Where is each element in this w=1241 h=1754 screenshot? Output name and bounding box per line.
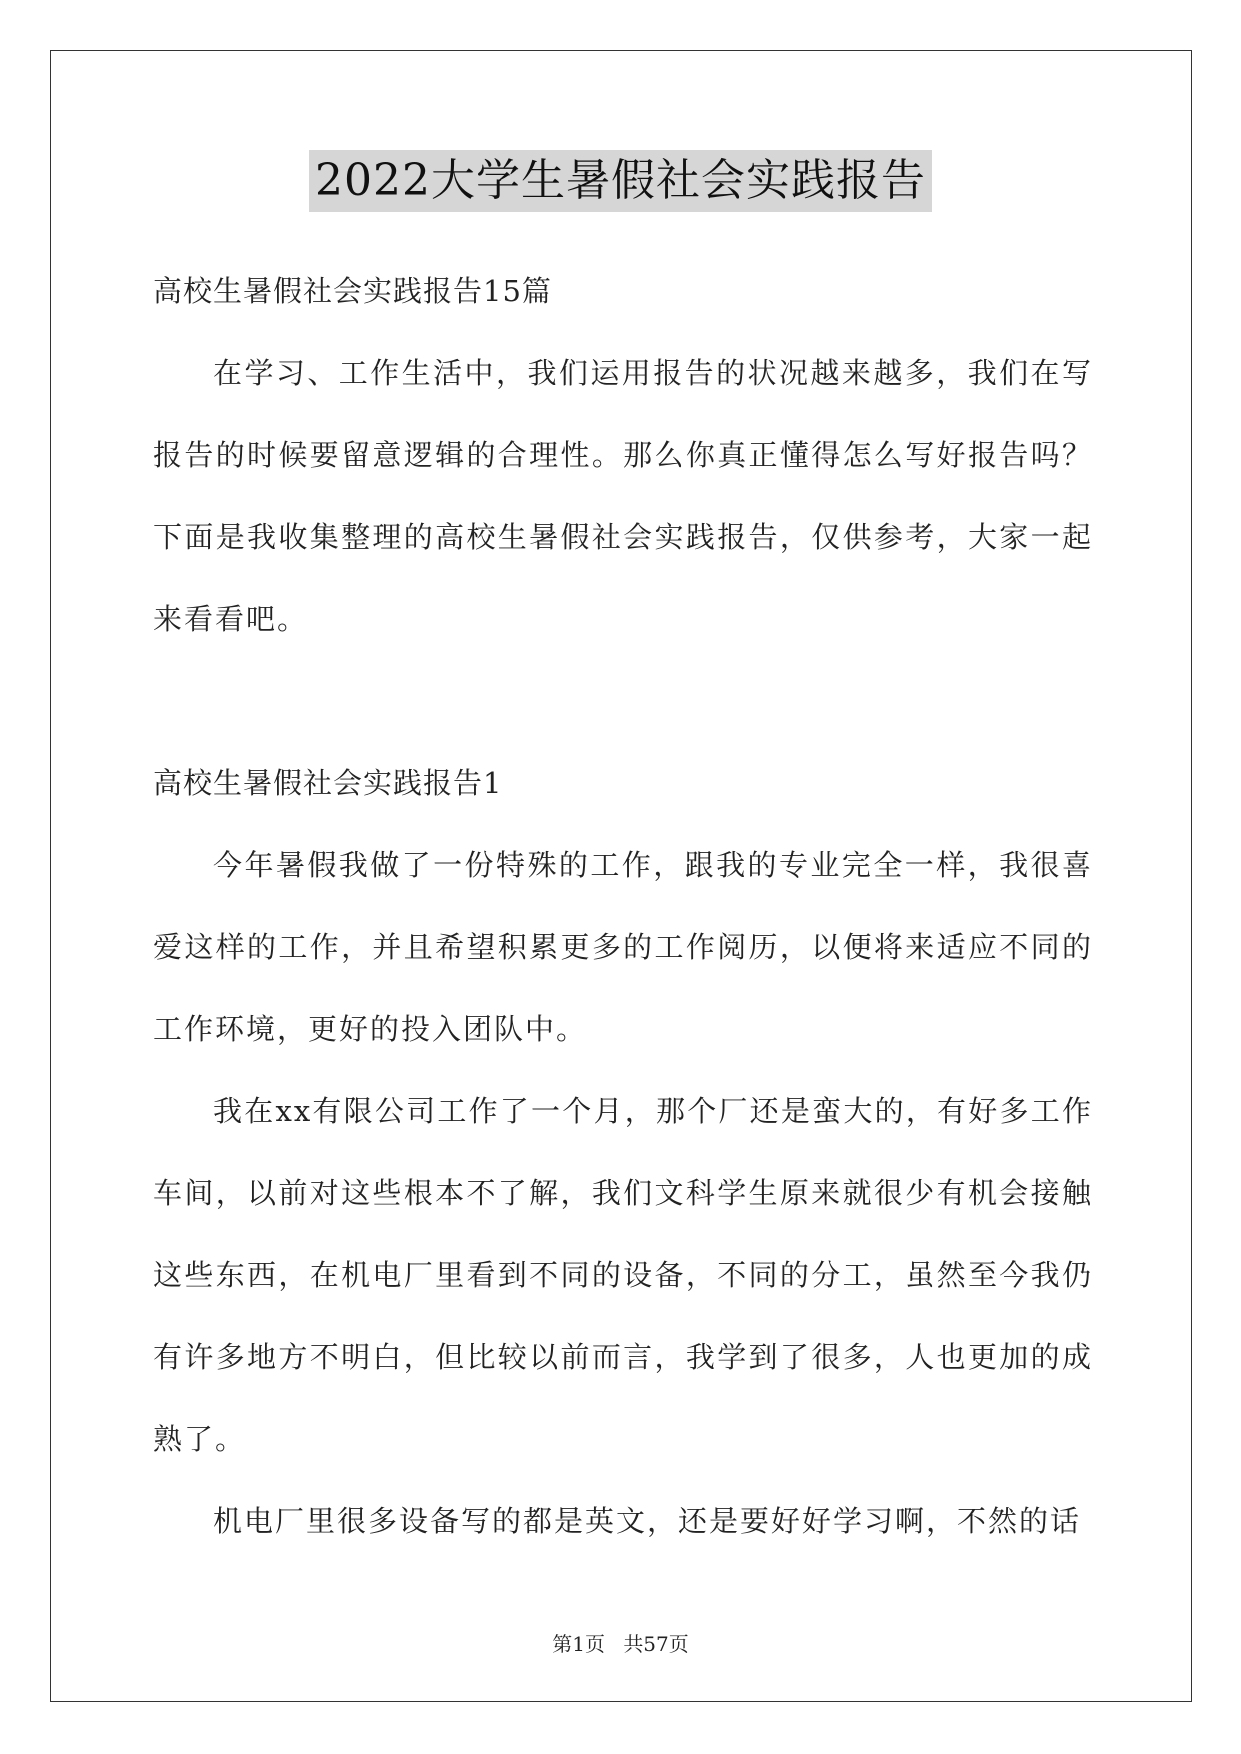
document-title: 2022大学生暑假社会实践报告 [309, 150, 932, 212]
section-gap [153, 660, 1093, 742]
body-paragraph-1: 今年暑假我做了一份特殊的工作，跟我的专业完全一样，我很喜爱这样的工作，并且希望积累更多的工作阅历，以便将来适应不同的工作环境，更好的投入团队中。 [153, 848, 1093, 1046]
intro-paragraph: 在学习、工作生活中，我们运用报告的状况越来越多，我们在写报告的时候要留意逻辑的合理性。那么你真正懂得怎么写好报告吗？下面是我收集整理的高校生暑假社会实践报告，仅供参考，大家一起来看看吧。 [153, 356, 1093, 636]
body-paragraph-3: 机电厂里很多设备写的都是英文，还是要好好学习啊，不然的话 [213, 1504, 1082, 1538]
document-subtitle: 高校生暑假社会实践报告15篇 [153, 274, 552, 308]
document-body [153, 250, 1093, 1562]
page-total: 共57页 [623, 1632, 689, 1656]
page-number: 第1页 [552, 1632, 605, 1656]
body-paragraph-2: 我在xx有限公司工作了一个月，那个厂还是蛮大的，有好多工作车间，以前对这些根本不了解，我们文科学生原来就很少有机会接触这些东西，在机电厂里看到不同的设备，不同的分工，虽然至今我仍有许多地方不明白，但比较以前而言，我学到了很多，人也更加的成熟了。 [153, 1094, 1093, 1456]
title-container [0, 150, 1241, 212]
section-heading: 高校生暑假社会实践报告1 [153, 766, 503, 800]
page-footer [0, 1628, 1241, 1657]
